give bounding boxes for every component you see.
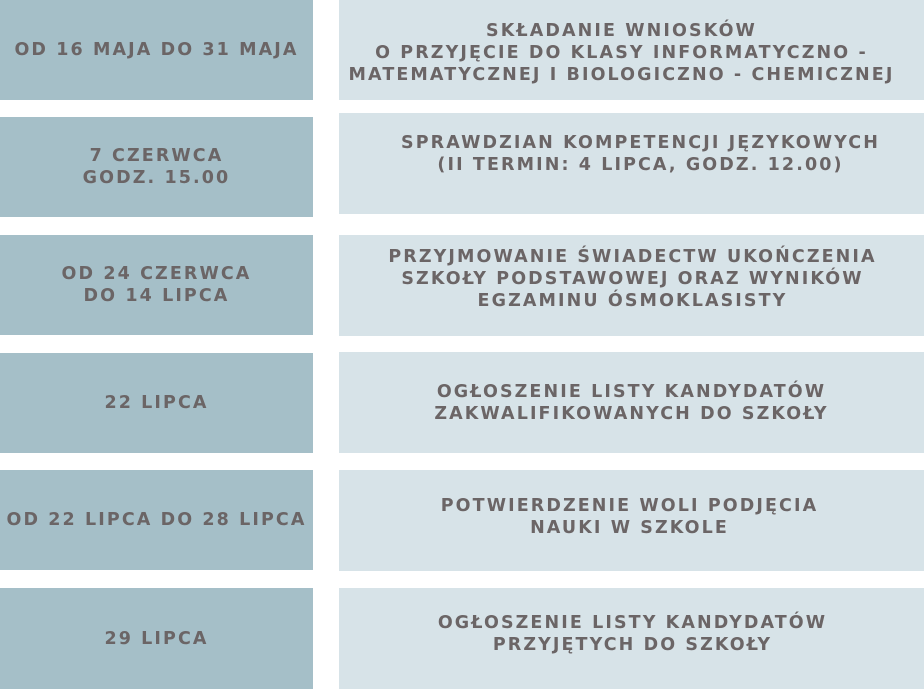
- event-cell: [339, 352, 924, 453]
- date-cell: [0, 588, 313, 689]
- event-cell: [339, 0, 924, 100]
- event-text: PRZYJMOWANIE ŚWIADECTW UKOŃCZENIA SZKOŁY PODSTAWOWEJ ORAZ WYNIKÓW EGZAMINU ÓSMOKLASISTY: [388, 246, 877, 311]
- event-cell: [339, 588, 924, 689]
- date-cell: [0, 235, 313, 335]
- event-text: SPRAWDZIAN KOMPETENCJI JĘZYKOWYCH (II TERMIN: 4 LIPCA, GODZ. 12.00): [401, 132, 880, 175]
- date-cell: [0, 470, 313, 570]
- event-cell: [339, 235, 924, 336]
- date-text: OD 24 CZERWCA DO 14 LIPCA: [61, 264, 252, 306]
- event-text: POTWIERDZENIE WOLI PODJĘCIA NAUKI W SZKOLE: [440, 495, 819, 538]
- date-cell: [0, 353, 313, 453]
- date-text: 7 CZERWCA GODZ. 15.00: [82, 146, 231, 188]
- event-text: OGŁOSZENIE LISTY KANDYDATÓW ZAKWALIFIKOWANYCH DO SZKOŁY: [434, 381, 829, 424]
- date-cell: [0, 117, 313, 217]
- date-cell: [0, 0, 313, 100]
- event-text: OGŁOSZENIE LISTY KANDYDATÓW PRZYJĘTYCH DO SZKOŁY: [437, 612, 828, 655]
- date-text: 29 LIPCA: [104, 628, 209, 649]
- date-text: OD 16 MAJA DO 31 MAJA: [14, 40, 299, 60]
- event-text: SKŁADANIE WNIOSKÓW O PRZYJĘCIE DO KLASY INFORMATYCZNO - MATEMATYCZNEJ I BIOLOGICZNO - CHEMICZNEJ: [348, 21, 895, 85]
- date-text: OD 22 LIPCA DO 28 LIPCA: [6, 510, 307, 530]
- date-text: 22 LIPCA: [104, 393, 209, 413]
- event-cell: [339, 113, 924, 214]
- event-cell: [339, 470, 924, 571]
